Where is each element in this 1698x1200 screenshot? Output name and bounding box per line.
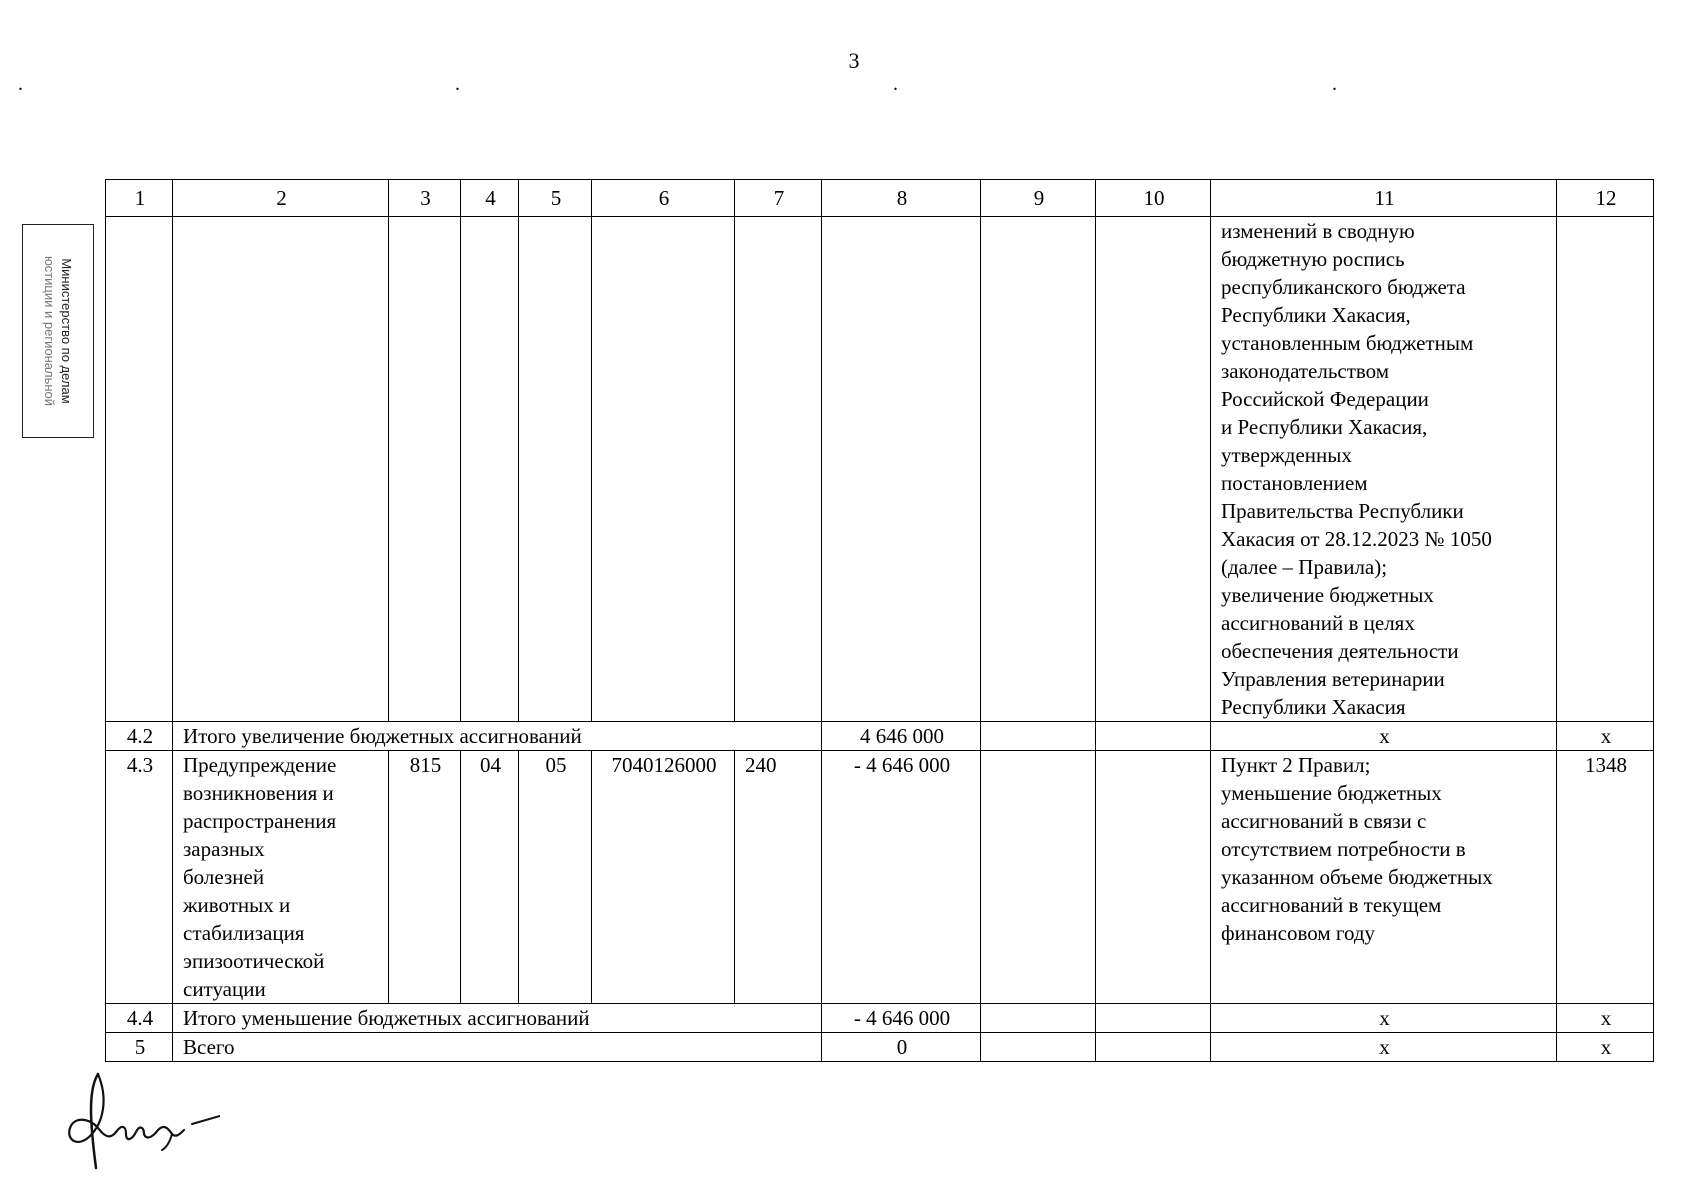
row-col12: x bbox=[1557, 722, 1654, 751]
continuation-basis-text: изменений в сводную бюджетную роспись республиканского бюджета Республики Хакасия, установленным бюджетным законодательством Российской Федерации и Республики Хакасия, утвержденных постановлением Правительства Республики Хакасия от 28.12.2023 № 1050 (далее – Правила); увеличение бюджетных ассигнований в целях обеспечения деятельности Управления ветеринарии Республики Хакасия bbox=[1211, 217, 1557, 722]
column-header: 10 bbox=[1096, 180, 1211, 217]
table-cell bbox=[1557, 217, 1654, 722]
table-cell bbox=[822, 217, 981, 722]
row-c3: 815 bbox=[389, 751, 461, 1004]
row-number: 4.4 bbox=[106, 1004, 173, 1033]
table-row-4-4 bbox=[106, 1004, 1654, 1033]
table-cell bbox=[389, 217, 461, 722]
table-cell bbox=[461, 217, 519, 722]
table-header-row bbox=[106, 180, 1654, 217]
row-amount: 4 646 000 bbox=[822, 722, 981, 751]
table-cell bbox=[106, 217, 173, 722]
column-header: 11 bbox=[1211, 180, 1557, 217]
column-header: 5 bbox=[519, 180, 592, 217]
row-c6: 7040126000 bbox=[592, 751, 735, 1004]
table-row-continuation bbox=[106, 217, 1654, 722]
row-name: Предупреждение возникновения и распространения заразных болезней животных и стабилизация эпизоотической ситуации bbox=[173, 751, 389, 1004]
table-cell bbox=[519, 217, 592, 722]
column-header: 3 bbox=[389, 180, 461, 217]
table-cell bbox=[1096, 751, 1211, 1004]
row-number: 5 bbox=[106, 1033, 173, 1062]
page-number: 3 bbox=[848, 48, 860, 73]
column-header: 4 bbox=[461, 180, 519, 217]
column-header: 9 bbox=[981, 180, 1096, 217]
row-amount: 0 bbox=[822, 1033, 981, 1062]
row-col11: x bbox=[1211, 722, 1557, 751]
row-c12: 1348 bbox=[1557, 751, 1654, 1004]
row-c5: 05 bbox=[519, 751, 592, 1004]
column-header: 12 bbox=[1557, 180, 1654, 217]
row-number: 4.3 bbox=[106, 751, 173, 1004]
scan-dot: . bbox=[893, 73, 898, 95]
column-header: 8 bbox=[822, 180, 981, 217]
row-c4: 04 bbox=[461, 751, 519, 1004]
table-row-5 bbox=[106, 1033, 1654, 1062]
table-cell bbox=[981, 1004, 1096, 1033]
table-cell bbox=[1096, 722, 1211, 751]
row-basis: Пункт 2 Правил; уменьшение бюджетных ассигнований в связи с отсутствием потребности в указанном объеме бюджетных ассигнований в текущем финансовом году bbox=[1211, 751, 1557, 1004]
table-row-4-3 bbox=[106, 751, 1654, 1004]
row-col12: x bbox=[1557, 1004, 1654, 1033]
column-header: 1 bbox=[106, 180, 173, 217]
stamp-line-2: юстиции и региональной bbox=[42, 255, 57, 407]
table-cell bbox=[735, 217, 822, 722]
row-number: 4.2 bbox=[106, 722, 173, 751]
row-amount: - 4 646 000 bbox=[822, 1004, 981, 1033]
scan-dot: . bbox=[455, 73, 460, 95]
column-header: 6 bbox=[592, 180, 735, 217]
table-cell bbox=[981, 751, 1096, 1004]
column-header: 2 bbox=[173, 180, 389, 217]
row-col11: x bbox=[1211, 1004, 1557, 1033]
row-col11: x bbox=[1211, 1033, 1557, 1062]
row-c7: 240 bbox=[735, 751, 822, 1004]
registration-stamp bbox=[22, 224, 94, 438]
stamp-line-1: Министерство по делам bbox=[59, 258, 74, 404]
table-cell bbox=[1096, 1004, 1211, 1033]
row-label: Итого увеличение бюджетных ассигнований bbox=[173, 722, 822, 751]
scan-dot: . bbox=[18, 73, 23, 95]
table-row-4-2 bbox=[106, 722, 1654, 751]
row-label: Всего bbox=[173, 1033, 822, 1062]
column-header: 7 bbox=[735, 180, 822, 217]
budget-changes-table bbox=[105, 179, 1654, 1062]
table-cell bbox=[592, 217, 735, 722]
table-cell bbox=[981, 722, 1096, 751]
table-cell bbox=[1096, 217, 1211, 722]
table-cell bbox=[1096, 1033, 1211, 1062]
scan-dots bbox=[0, 74, 1698, 94]
row-label: Итого уменьшение бюджетных ассигнований bbox=[173, 1004, 822, 1033]
table-cell bbox=[173, 217, 389, 722]
scan-dot: . bbox=[1332, 73, 1337, 95]
handwritten-signature bbox=[60, 1064, 220, 1174]
row-amount: - 4 646 000 bbox=[822, 751, 981, 1004]
table-cell bbox=[981, 217, 1096, 722]
row-col12: x bbox=[1557, 1033, 1654, 1062]
table-cell bbox=[981, 1033, 1096, 1062]
